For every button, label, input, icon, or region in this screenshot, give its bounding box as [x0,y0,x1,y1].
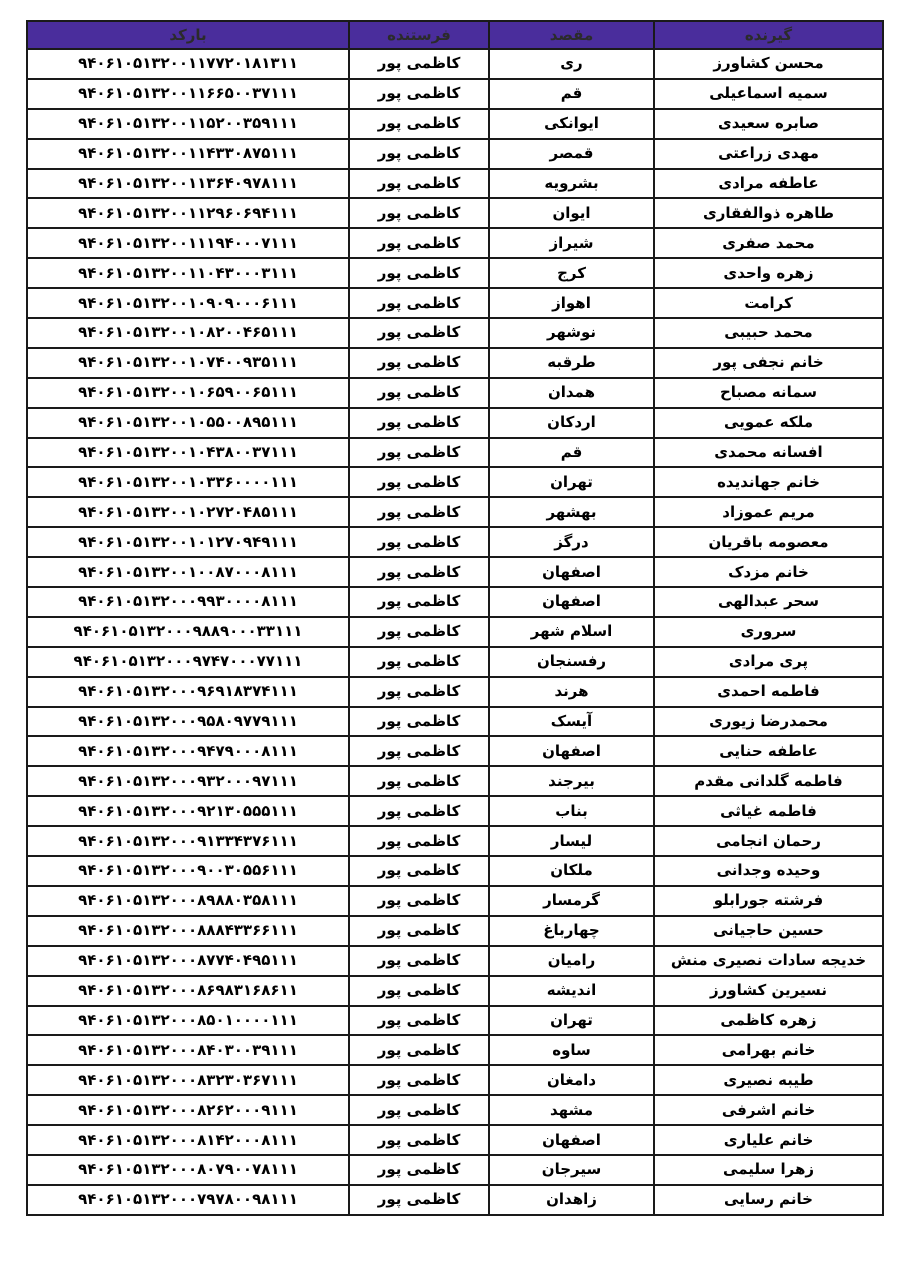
receiver-cell: طیبه نصیری [654,1065,883,1095]
destination-cell: ری [489,49,654,79]
barcode-cell: ۹۴۰۶۱۰۵۱۳۲۰۰۱۰۳۳۶۰۰۰۰۱۱۱ [27,467,349,497]
table-row [27,856,883,886]
barcode-cell: ۹۴۰۶۱۰۵۱۳۲۰۰۱۱۷۷۲۰۱۸۱۳۱۱ [27,49,349,79]
destination-cell: قم [489,438,654,468]
receiver-cell: خانم رسایی [654,1185,883,1215]
table-row [27,1006,883,1036]
receiver-cell: عاطفه مرادی [654,169,883,199]
shipments-table [26,20,884,1216]
destination-cell: چهارباغ [489,916,654,946]
sender-cell: کاظمی پور [349,198,489,228]
destination-cell: اردکان [489,408,654,438]
destination-cell: کرج [489,258,654,288]
barcode-cell: ۹۴۰۶۱۰۵۱۳۲۰۰۱۰۷۴۰۰۹۳۵۱۱۱ [27,348,349,378]
sender-cell: کاظمی پور [349,587,489,617]
destination-cell: تهران [489,1006,654,1036]
receiver-cell: عاطفه حنایی [654,736,883,766]
destination-cell: آیسک [489,707,654,737]
barcode-cell: ۹۴۰۶۱۰۵۱۳۲۰۰۰۹۴۷۹۰۰۰۸۱۱۱ [27,736,349,766]
barcode-cell: ۹۴۰۶۱۰۵۱۳۲۰۰۰۷۹۷۸۰۰۹۸۱۱۱ [27,1185,349,1215]
destination-cell: اصفهان [489,1125,654,1155]
sender-cell: کاظمی پور [349,1065,489,1095]
table-row [27,1125,883,1155]
sender-cell: کاظمی پور [349,1006,489,1036]
destination-cell: اصفهان [489,587,654,617]
receiver-cell: خانم جهاندیده [654,467,883,497]
table-row [27,557,883,587]
barcode-cell: ۹۴۰۶۱۰۵۱۳۲۰۰۱۰۴۳۸۰۰۳۷۱۱۱ [27,438,349,468]
sender-cell: کاظمی پور [349,617,489,647]
table-row [27,79,883,109]
barcode-cell: ۹۴۰۶۱۰۵۱۳۲۰۰۰۸۷۷۴۰۴۹۵۱۱۱ [27,946,349,976]
table-row [27,946,883,976]
sender-cell: کاظمی پور [349,438,489,468]
receiver-cell: زهرا سلیمی [654,1155,883,1185]
destination-cell: تهران [489,467,654,497]
receiver-cell: حسین حاجیانی [654,916,883,946]
barcode-cell: ۹۴۰۶۱۰۵۱۳۲۰۰۱۰۹۰۹۰۰۰۶۱۱۱ [27,288,349,318]
receiver-cell: رحمان انجامی [654,826,883,856]
barcode-cell: ۹۴۰۶۱۰۵۱۳۲۰۰۰۸۵۰۱۰۰۰۰۱۱۱ [27,1006,349,1036]
receiver-cell: فاطمه غیاثی [654,796,883,826]
barcode-cell: ۹۴۰۶۱۰۵۱۳۲۰۰۰۹۵۸۰۹۷۷۹۱۱۱ [27,707,349,737]
sender-cell: کاظمی پور [349,826,489,856]
table-row [27,527,883,557]
receiver-cell: فاطمه گلدانی مقدم [654,766,883,796]
receiver-cell: مهدی زراعتی [654,139,883,169]
sender-cell: کاظمی پور [349,707,489,737]
barcode-cell: ۹۴۰۶۱۰۵۱۳۲۰۰۱۱۳۶۴۰۹۷۸۱۱۱ [27,169,349,199]
receiver-cell: صابره سعیدی [654,109,883,139]
barcode-cell: ۹۴۰۶۱۰۵۱۳۲۰۰۱۱۱۹۴۰۰۰۷۱۱۱ [27,228,349,258]
table-row [27,1065,883,1095]
destination-cell: بشرویه [489,169,654,199]
sender-cell: کاظمی پور [349,169,489,199]
sender-cell: کاظمی پور [349,886,489,916]
sender-cell: کاظمی پور [349,318,489,348]
sender-cell: کاظمی پور [349,497,489,527]
sender-cell: کاظمی پور [349,49,489,79]
sender-cell: کاظمی پور [349,647,489,677]
table-row [27,1035,883,1065]
barcode-cell: ۹۴۰۶۱۰۵۱۳۲۰۰۱۰۵۵۰۰۸۹۵۱۱۱ [27,408,349,438]
destination-cell: طرقبه [489,348,654,378]
barcode-cell: ۹۴۰۶۱۰۵۱۳۲۰۰۱۱۴۳۳۰۸۷۵۱۱۱ [27,139,349,169]
barcode-cell: ۹۴۰۶۱۰۵۱۳۲۰۰۱۰۱۲۷۰۹۴۹۱۱۱ [27,527,349,557]
table-row [27,408,883,438]
receiver-cell: پری مرادی [654,647,883,677]
receiver-cell: طاهره ذوالفقاری [654,198,883,228]
receiver-cell: فاطمه احمدی [654,677,883,707]
table-row [27,169,883,199]
table-row [27,438,883,468]
table-row [27,916,883,946]
destination-cell: ایوان [489,198,654,228]
receiver-cell: محمدرضا زیوری [654,707,883,737]
barcode-cell: ۹۴۰۶۱۰۵۱۳۲۰۰۱۱۵۲۰۰۳۵۹۱۱۱ [27,109,349,139]
barcode-cell: ۹۴۰۶۱۰۵۱۳۲۰۰۰۸۱۴۲۰۰۰۸۱۱۱ [27,1125,349,1155]
destination-cell: بهشهر [489,497,654,527]
table-header [27,21,883,49]
destination-cell: ساوه [489,1035,654,1065]
header-row [27,21,883,49]
destination-cell: ایوانکی [489,109,654,139]
receiver-cell: مریم عموزاد [654,497,883,527]
destination-cell: اصفهان [489,736,654,766]
table-row [27,228,883,258]
barcode-cell: ۹۴۰۶۱۰۵۱۳۲۰۰۱۱۰۴۳۰۰۰۳۱۱۱ [27,258,349,288]
sender-cell: کاظمی پور [349,1095,489,1125]
destination-cell: سیرجان [489,1155,654,1185]
barcode-cell: ۹۴۰۶۱۰۵۱۳۲۰۰۱۰۸۲۰۰۴۶۵۱۱۱ [27,318,349,348]
sender-cell: کاظمی پور [349,348,489,378]
sender-cell: کاظمی پور [349,856,489,886]
receiver-cell: محسن کشاورز [654,49,883,79]
table-row [27,318,883,348]
receiver-cell: معصومه باقریان [654,527,883,557]
sender-cell: کاظمی پور [349,736,489,766]
sender-cell: کاظمی پور [349,766,489,796]
table-row [27,677,883,707]
receiver-cell: سروری [654,617,883,647]
header-destination: مقصد [489,21,654,49]
table-row [27,378,883,408]
sender-cell: کاظمی پور [349,557,489,587]
barcode-cell: ۹۴۰۶۱۰۵۱۳۲۰۰۰۹۲۱۳۰۵۵۵۱۱۱ [27,796,349,826]
barcode-cell: ۹۴۰۶۱۰۵۱۳۲۰۰۰۸۳۲۳۰۳۶۷۱۱۱ [27,1065,349,1095]
table-row [27,587,883,617]
receiver-cell: سحر عبدالهی [654,587,883,617]
table-row [27,1185,883,1215]
table-row [27,109,883,139]
destination-cell: رفسنجان [489,647,654,677]
receiver-cell: زهره کاظمی [654,1006,883,1036]
table-row [27,198,883,228]
receiver-cell: خانم مزدک [654,557,883,587]
destination-cell: اهواز [489,288,654,318]
sender-cell: کاظمی پور [349,527,489,557]
barcode-cell: ۹۴۰۶۱۰۵۱۳۲۰۰۰۸۴۰۳۰۰۳۹۱۱۱ [27,1035,349,1065]
sender-cell: کاظمی پور [349,378,489,408]
barcode-cell: ۹۴۰۶۱۰۵۱۳۲۰۰۰۹۱۳۳۴۳۷۶۱۱۱ [27,826,349,856]
destination-cell: بیرجند [489,766,654,796]
sender-cell: کاظمی پور [349,408,489,438]
receiver-cell: وحیده وجدانی [654,856,883,886]
destination-cell: بناب [489,796,654,826]
receiver-cell: کرامت [654,288,883,318]
receiver-cell: خانم علیاری [654,1125,883,1155]
destination-cell: زاهدان [489,1185,654,1215]
table-row [27,886,883,916]
receiver-cell: محمد صفری [654,228,883,258]
barcode-cell: ۹۴۰۶۱۰۵۱۳۲۰۰۱۰۰۸۷۰۰۰۸۱۱۱ [27,557,349,587]
destination-cell: اصفهان [489,557,654,587]
barcode-cell: ۹۴۰۶۱۰۵۱۳۲۰۰۱۱۲۹۶۰۶۹۴۱۱۱ [27,198,349,228]
sender-cell: کاظمی پور [349,109,489,139]
destination-cell: همدان [489,378,654,408]
receiver-cell: خانم اشرفی [654,1095,883,1125]
table-row [27,766,883,796]
destination-cell: دامغان [489,1065,654,1095]
barcode-cell: ۹۴۰۶۱۰۵۱۳۲۰۰۰۹۸۸۹۰۰۰۳۳۱۱۱ [27,617,349,647]
sender-cell: کاظمی پور [349,139,489,169]
sender-cell: کاظمی پور [349,1125,489,1155]
sender-cell: کاظمی پور [349,976,489,1006]
destination-cell: قم [489,79,654,109]
destination-cell: لیسار [489,826,654,856]
destination-cell: درگز [489,527,654,557]
barcode-cell: ۹۴۰۶۱۰۵۱۳۲۰۰۰۹۶۹۱۸۳۷۴۱۱۱ [27,677,349,707]
table-body [27,49,883,1215]
destination-cell: هرند [489,677,654,707]
sender-cell: کاظمی پور [349,1155,489,1185]
shipment-document [26,20,882,1216]
destination-cell: نوشهر [489,318,654,348]
sender-cell: کاظمی پور [349,946,489,976]
table-row [27,976,883,1006]
receiver-cell: خانم بهرامی [654,1035,883,1065]
barcode-cell: ۹۴۰۶۱۰۵۱۳۲۰۰۱۰۶۵۹۰۰۶۵۱۱۱ [27,378,349,408]
table-row [27,796,883,826]
table-row [27,258,883,288]
sender-cell: کاظمی پور [349,677,489,707]
header-sender: فرستنده [349,21,489,49]
barcode-cell: ۹۴۰۶۱۰۵۱۳۲۰۰۰۸۸۸۴۳۳۶۶۱۱۱ [27,916,349,946]
barcode-cell: ۹۴۰۶۱۰۵۱۳۲۰۰۱۰۲۷۲۰۴۸۵۱۱۱ [27,497,349,527]
destination-cell: اندیشه [489,976,654,1006]
receiver-cell: افسانه محمدی [654,438,883,468]
header-barcode: بارکد [27,21,349,49]
table-row [27,497,883,527]
sender-cell: کاظمی پور [349,916,489,946]
barcode-cell: ۹۴۰۶۱۰۵۱۳۲۰۰۰۸۲۶۲۰۰۰۹۱۱۱ [27,1095,349,1125]
destination-cell: اسلام شهر [489,617,654,647]
receiver-cell: فرشته جورابلو [654,886,883,916]
receiver-cell: نسیرین کشاورز [654,976,883,1006]
barcode-cell: ۹۴۰۶۱۰۵۱۳۲۰۰۰۹۰۰۳۰۵۵۶۱۱۱ [27,856,349,886]
barcode-cell: ۹۴۰۶۱۰۵۱۳۲۰۰۰۹۹۳۰۰۰۰۸۱۱۱ [27,587,349,617]
destination-cell: ملکان [489,856,654,886]
sender-cell: کاظمی پور [349,288,489,318]
table-row [27,348,883,378]
barcode-cell: ۹۴۰۶۱۰۵۱۳۲۰۰۰۸۰۷۹۰۰۷۸۱۱۱ [27,1155,349,1185]
barcode-cell: ۹۴۰۶۱۰۵۱۳۲۰۰۰۹۳۲۰۰۰۹۷۱۱۱ [27,766,349,796]
receiver-cell: خانم نجفی پور [654,348,883,378]
sender-cell: کاظمی پور [349,1035,489,1065]
receiver-cell: خدیجه سادات نصیری منش [654,946,883,976]
table-row [27,1095,883,1125]
sender-cell: کاظمی پور [349,258,489,288]
destination-cell: مشهد [489,1095,654,1125]
table-row [27,288,883,318]
barcode-cell: ۹۴۰۶۱۰۵۱۳۲۰۰۰۸۶۹۸۳۱۶۸۶۱۱ [27,976,349,1006]
table-row [27,1155,883,1185]
receiver-cell: زهره واحدی [654,258,883,288]
destination-cell: شیراز [489,228,654,258]
table-row [27,647,883,677]
sender-cell: کاظمی پور [349,79,489,109]
header-receiver: گیرنده [654,21,883,49]
barcode-cell: ۹۴۰۶۱۰۵۱۳۲۰۰۰۸۹۸۸۰۳۵۸۱۱۱ [27,886,349,916]
table-row [27,826,883,856]
destination-cell: قمصر [489,139,654,169]
destination-cell: گرمسار [489,886,654,916]
table-row [27,49,883,79]
table-row [27,467,883,497]
sender-cell: کاظمی پور [349,1185,489,1215]
sender-cell: کاظمی پور [349,467,489,497]
barcode-cell: ۹۴۰۶۱۰۵۱۳۲۰۰۰۹۷۴۷۰۰۰۷۷۱۱۱ [27,647,349,677]
table-row [27,139,883,169]
table-row [27,707,883,737]
receiver-cell: سمیه اسماعیلی [654,79,883,109]
receiver-cell: محمد حبیبی [654,318,883,348]
table-row [27,617,883,647]
barcode-cell: ۹۴۰۶۱۰۵۱۳۲۰۰۱۱۶۶۵۰۰۳۷۱۱۱ [27,79,349,109]
sender-cell: کاظمی پور [349,796,489,826]
table-row [27,736,883,766]
receiver-cell: ملکه عمویی [654,408,883,438]
sender-cell: کاظمی پور [349,228,489,258]
receiver-cell: سمانه مصباح [654,378,883,408]
destination-cell: رامیان [489,946,654,976]
